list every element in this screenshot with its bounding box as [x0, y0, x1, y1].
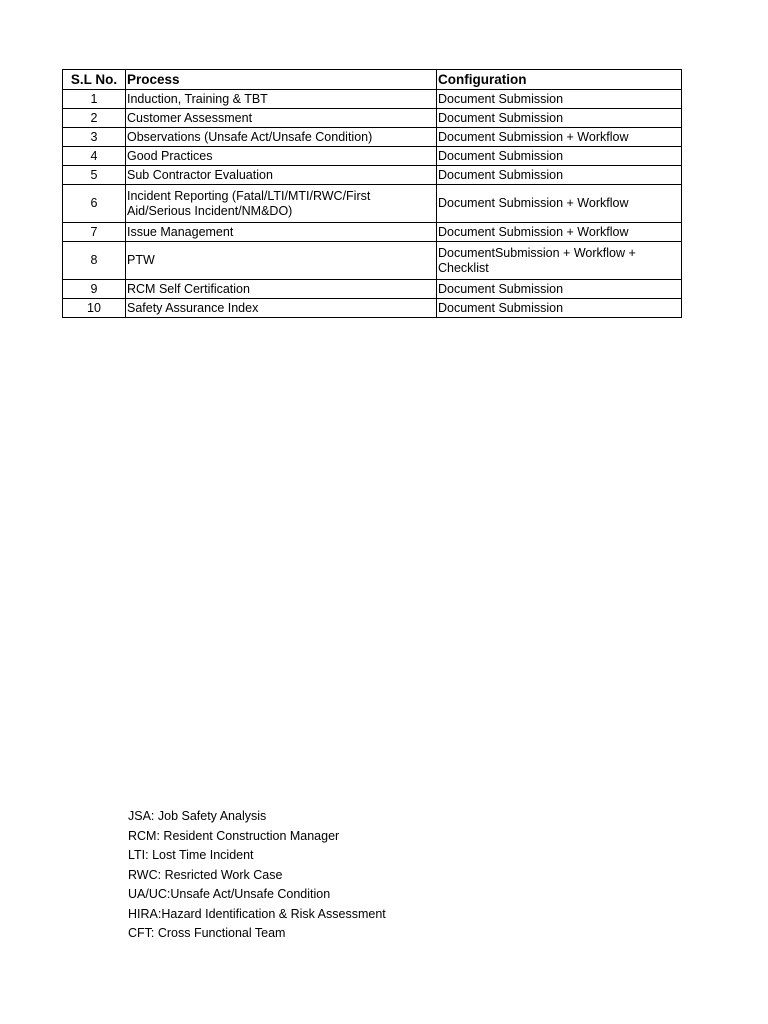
row-sl-cell: 5 — [63, 166, 126, 185]
abbreviation-item: UA/UC:Unsafe Act/Unsafe Condition — [128, 887, 331, 901]
abbreviation-item: JSA: Job Safety Analysis — [128, 809, 267, 823]
row-sl-cell: 10 — [63, 299, 126, 318]
process-configuration-table — [62, 69, 682, 318]
table-row — [63, 242, 682, 280]
header-sl-no: S.L No. — [63, 70, 126, 90]
header-process: Process — [126, 70, 437, 90]
row-configuration-cell: Document Submission — [437, 280, 682, 299]
header-configuration: Configuration — [437, 70, 682, 90]
row-sl-cell: 4 — [63, 147, 126, 166]
abbreviations-list — [128, 807, 386, 944]
row-sl-cell: 7 — [63, 223, 126, 242]
row-process-cell: Induction, Training & TBT — [126, 90, 437, 109]
row-sl-cell: 2 — [63, 109, 126, 128]
table-header-row — [63, 70, 682, 90]
abbreviation-item: RCM: Resident Construction Manager — [128, 828, 340, 843]
row-sl-cell: 6 — [63, 185, 126, 223]
row-configuration-cell: Document Submission — [437, 166, 682, 185]
table-row — [63, 166, 682, 185]
abbreviation-item: CFT: Cross Functional Team — [128, 926, 286, 940]
table-row — [63, 90, 682, 109]
row-sl-cell: 8 — [63, 242, 126, 280]
row-sl-cell: 3 — [63, 128, 126, 147]
row-configuration-cell: Document Submission + Workflow — [437, 185, 682, 223]
row-process-cell: Sub Contractor Evaluation — [126, 166, 437, 185]
table-row — [63, 109, 682, 128]
row-process-cell: Safety Assurance Index — [126, 299, 437, 318]
table-row — [63, 147, 682, 166]
row-process-cell: Customer Assessment — [126, 109, 437, 128]
table-row — [63, 280, 682, 299]
table-row — [63, 128, 682, 147]
row-sl-cell: 9 — [63, 280, 126, 299]
row-process-cell: Issue Management — [126, 223, 437, 242]
row-configuration-cell: Document Submission — [437, 147, 682, 166]
abbreviation-item: HIRA:Hazard Identification & Risk Assessment — [128, 906, 386, 921]
row-process-cell: PTW — [126, 242, 437, 280]
row-configuration-cell: Document Submission + Workflow — [437, 128, 682, 147]
row-process-cell: RCM Self Certification — [126, 280, 437, 299]
row-configuration-cell: Document Submission — [437, 109, 682, 128]
row-sl-cell: 1 — [63, 90, 126, 109]
row-process-cell: Incident Reporting (Fatal/LTI/MTI/RWC/First Aid/Serious Incident/NM&DO) — [126, 185, 437, 223]
table-row — [63, 185, 682, 223]
row-configuration-cell: Document Submission — [437, 90, 682, 109]
abbreviation-item: RWC: Resricted Work Case — [128, 867, 283, 882]
row-process-cell: Observations (Unsafe Act/Unsafe Condition) — [126, 128, 437, 147]
abbreviation-item: LTI: Lost Time Incident — [128, 848, 254, 862]
table-row — [63, 223, 682, 242]
row-configuration-cell: DocumentSubmission + Workflow + Checklist — [437, 242, 682, 280]
row-configuration-cell: Document Submission — [437, 299, 682, 318]
table-row — [63, 299, 682, 318]
row-configuration-cell: Document Submission + Workflow — [437, 223, 682, 242]
row-process-cell: Good Practices — [126, 147, 437, 166]
